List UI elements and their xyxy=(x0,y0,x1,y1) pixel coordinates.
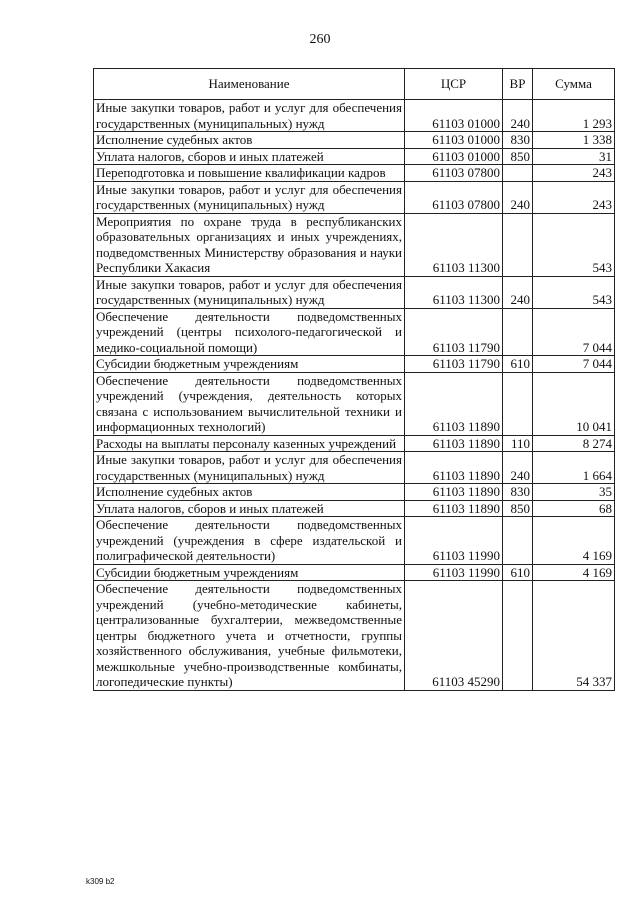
table-row xyxy=(94,308,615,356)
row-csr-cell: 61103 07800 xyxy=(405,181,503,213)
row-csr-cell: 61103 11890 xyxy=(405,484,503,501)
row-vr-cell: 110 xyxy=(503,435,533,452)
row-name-cell: Иные закупки товаров, работ и услуг для обеспечения государственных (муниципальных) нужд xyxy=(94,181,405,213)
row-name-cell: Уплата налогов, сборов и иных платежей xyxy=(94,148,405,165)
row-name-cell: Иные закупки товаров, работ и услуг для обеспечения государственных (муниципальных) нужд xyxy=(94,276,405,308)
row-csr-cell: 61103 11890 xyxy=(405,452,503,484)
row-name-cell: Мероприятия по охране труда в республиканских образовательных организациях и иных учреждениях, подведомственных Министерству образования и науки Республики Хакасия xyxy=(94,213,405,276)
row-vr-cell xyxy=(503,372,533,435)
header-vr: ВР xyxy=(503,69,533,100)
table-row xyxy=(94,564,615,581)
budget-table xyxy=(93,68,615,691)
table-row xyxy=(94,132,615,149)
table-row xyxy=(94,484,615,501)
table-row xyxy=(94,181,615,213)
row-csr-cell: 61103 11300 xyxy=(405,276,503,308)
row-name-cell: Обеспечение деятельности подведомственных учреждений (учреждения, деятельность которых связана с использованием вычислительной техники и информационных технологий) xyxy=(94,372,405,435)
row-vr-cell: 240 xyxy=(503,276,533,308)
row-sum-cell: 1 664 xyxy=(533,452,615,484)
table-row xyxy=(94,148,615,165)
row-csr-cell: 61103 11890 xyxy=(405,435,503,452)
table-body xyxy=(94,100,615,691)
row-csr-cell: 61103 11890 xyxy=(405,500,503,517)
table-header-row xyxy=(94,69,615,100)
table-row xyxy=(94,435,615,452)
table-row xyxy=(94,372,615,435)
row-sum-cell: 68 xyxy=(533,500,615,517)
table-row xyxy=(94,165,615,182)
table-row xyxy=(94,517,615,565)
row-vr-cell xyxy=(503,308,533,356)
row-vr-cell xyxy=(503,165,533,182)
row-vr-cell: 240 xyxy=(503,100,533,132)
row-name-cell: Переподготовка и повышение квалификации кадров xyxy=(94,165,405,182)
row-sum-cell: 31 xyxy=(533,148,615,165)
row-name-cell: Обеспечение деятельности подведомственных учреждений (центры психолого-педагогической и медико-социальной помощи) xyxy=(94,308,405,356)
table-row xyxy=(94,100,615,132)
row-name-cell: Субсидии бюджетным учреждениям xyxy=(94,356,405,373)
table-row xyxy=(94,452,615,484)
row-sum-cell: 8 274 xyxy=(533,435,615,452)
table-row xyxy=(94,356,615,373)
row-name-cell: Обеспечение деятельности подведомственных учреждений (учебно-методические кабинеты, централизованные бухгалтерии, межведомственные центры бюджетного учета и отчетности, группы хозяйственного обслуживания, учебные фильмотеки, межшкольные учебно-производственные комбинаты, логопедические пункты) xyxy=(94,581,405,691)
row-csr-cell: 61103 45290 xyxy=(405,581,503,691)
row-sum-cell: 1 293 xyxy=(533,100,615,132)
row-name-cell: Исполнение судебных актов xyxy=(94,484,405,501)
row-sum-cell: 7 044 xyxy=(533,308,615,356)
table-row xyxy=(94,581,615,691)
row-sum-cell: 4 169 xyxy=(533,564,615,581)
row-csr-cell: 61103 07800 xyxy=(405,165,503,182)
row-vr-cell: 610 xyxy=(503,356,533,373)
table-row xyxy=(94,276,615,308)
header-name: Наименование xyxy=(94,69,405,100)
row-vr-cell: 240 xyxy=(503,181,533,213)
row-name-cell: Уплата налогов, сборов и иных платежей xyxy=(94,500,405,517)
row-name-cell: Обеспечение деятельности подведомственных учреждений (учреждения в сфере издательской и полиграфической деятельности) xyxy=(94,517,405,565)
row-csr-cell: 61103 11790 xyxy=(405,308,503,356)
table-row xyxy=(94,500,615,517)
row-vr-cell: 850 xyxy=(503,500,533,517)
row-name-cell: Расходы на выплаты персоналу казенных учреждений xyxy=(94,435,405,452)
row-name-cell: Иные закупки товаров, работ и услуг для обеспечения государственных (муниципальных) нужд xyxy=(94,452,405,484)
row-name-cell: Исполнение судебных актов xyxy=(94,132,405,149)
row-sum-cell: 35 xyxy=(533,484,615,501)
row-csr-cell: 61103 11890 xyxy=(405,372,503,435)
row-sum-cell: 10 041 xyxy=(533,372,615,435)
row-csr-cell: 61103 11790 xyxy=(405,356,503,373)
row-sum-cell: 543 xyxy=(533,276,615,308)
row-csr-cell: 61103 11990 xyxy=(405,517,503,565)
header-sum: Сумма xyxy=(533,69,615,100)
row-vr-cell: 850 xyxy=(503,148,533,165)
row-vr-cell: 830 xyxy=(503,132,533,149)
row-csr-cell: 61103 01000 xyxy=(405,100,503,132)
row-vr-cell xyxy=(503,581,533,691)
row-vr-cell xyxy=(503,517,533,565)
row-sum-cell: 7 044 xyxy=(533,356,615,373)
row-csr-cell: 61103 11990 xyxy=(405,564,503,581)
row-sum-cell: 243 xyxy=(533,181,615,213)
row-name-cell: Иные закупки товаров, работ и услуг для обеспечения государственных (муниципальных) нужд xyxy=(94,100,405,132)
row-vr-cell xyxy=(503,213,533,276)
row-sum-cell: 243 xyxy=(533,165,615,182)
row-name-cell: Субсидии бюджетным учреждениям xyxy=(94,564,405,581)
table-row xyxy=(94,213,615,276)
row-csr-cell: 61103 11300 xyxy=(405,213,503,276)
row-csr-cell: 61103 01000 xyxy=(405,132,503,149)
row-sum-cell: 54 337 xyxy=(533,581,615,691)
row-sum-cell: 1 338 xyxy=(533,132,615,149)
row-vr-cell: 610 xyxy=(503,564,533,581)
row-sum-cell: 543 xyxy=(533,213,615,276)
row-vr-cell: 240 xyxy=(503,452,533,484)
footer-code: k309 b2 xyxy=(86,877,115,886)
row-csr-cell: 61103 01000 xyxy=(405,148,503,165)
page-number: 260 xyxy=(309,32,331,47)
row-sum-cell: 4 169 xyxy=(533,517,615,565)
row-vr-cell: 830 xyxy=(503,484,533,501)
header-csr: ЦСР xyxy=(405,69,503,100)
